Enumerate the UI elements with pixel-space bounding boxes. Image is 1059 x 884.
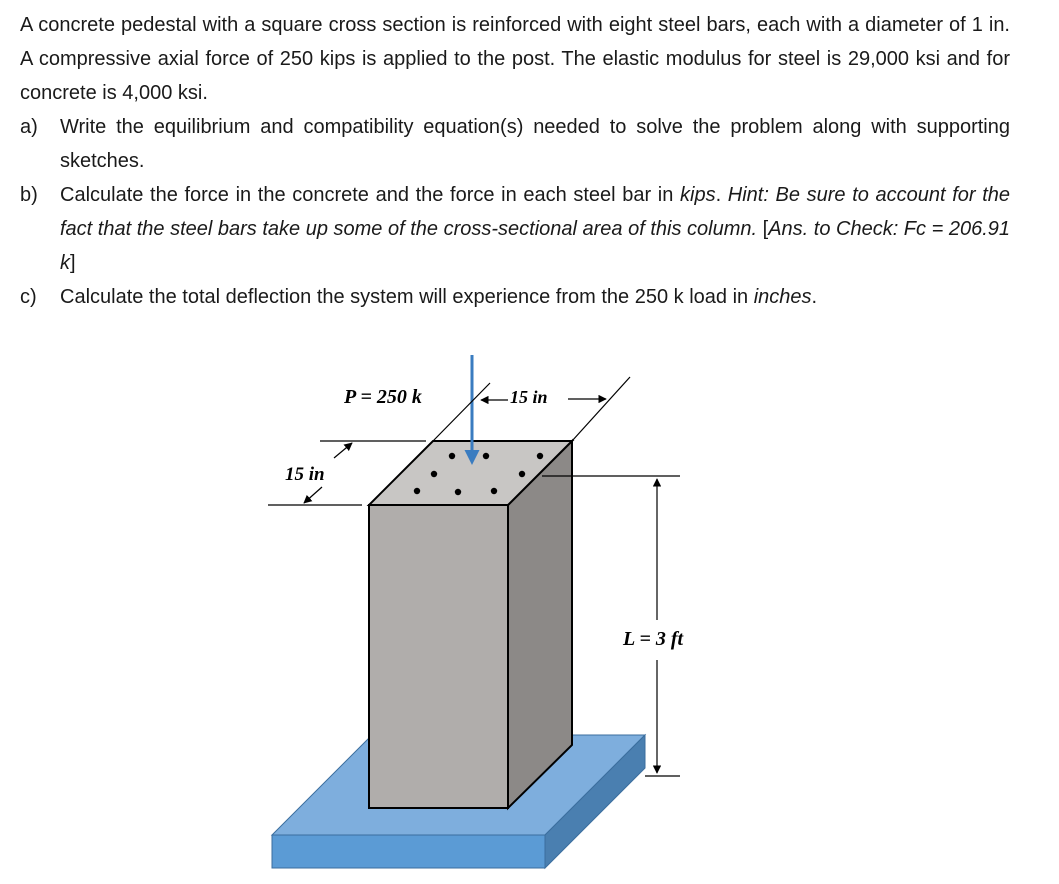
problem-intro: A concrete pedestal with a square cross section is reinforced with eight steel bars, each with a diameter of 1 in. A compressive axial force of 250 kips is applied to the post. The elastic modulus for steel is 29,000 ksi and for concrete is 4,000 ksi. xyxy=(20,14,1010,104)
base-plate-front xyxy=(272,835,545,868)
question-c-period: . xyxy=(811,286,818,308)
steel-bar xyxy=(537,453,543,459)
side-width-label: 15 in xyxy=(285,464,325,485)
steel-bar xyxy=(519,471,525,477)
steel-bar xyxy=(483,453,489,459)
concrete-pedestal xyxy=(369,441,572,808)
question-b-bracket-open: [ xyxy=(757,218,769,240)
steel-bar xyxy=(431,471,437,477)
question-a-label: a) xyxy=(20,116,38,138)
question-b-period: . xyxy=(715,184,728,206)
steel-bar xyxy=(455,489,461,495)
question-c-text: Calculate the total deflection the system will experience from the 250 k load in xyxy=(60,286,754,308)
question-b-bracket-close: ] xyxy=(70,252,76,274)
question-b-hint: Hint: Be sure to account for the fact that the steel bars take up some of the cross-sectional area of this column. xyxy=(60,184,1010,240)
question-b-label: b) xyxy=(20,184,38,206)
top-width-label: 15 in xyxy=(510,387,548,407)
steel-bar xyxy=(414,488,420,494)
question-b-text: Calculate the force in the concrete and the force in each steel bar in xyxy=(60,184,680,206)
question-b-answer: Ans. to Check: Fc = 206.91 k xyxy=(60,218,1010,274)
question-a-text: Write the equilibrium and compatibility equation(s) needed to solve the problem along with supporting sketches. xyxy=(60,116,1010,172)
question-c-label: c) xyxy=(20,286,37,308)
steel-bar xyxy=(449,453,455,459)
pedestal-front-face xyxy=(369,505,508,808)
length-label: L = 3 ft xyxy=(623,628,684,650)
load-label: P = 250 k xyxy=(344,386,422,408)
steel-bar xyxy=(491,488,497,494)
question-c-unit: inches xyxy=(753,286,812,308)
question-b-unit: kips xyxy=(680,184,716,206)
